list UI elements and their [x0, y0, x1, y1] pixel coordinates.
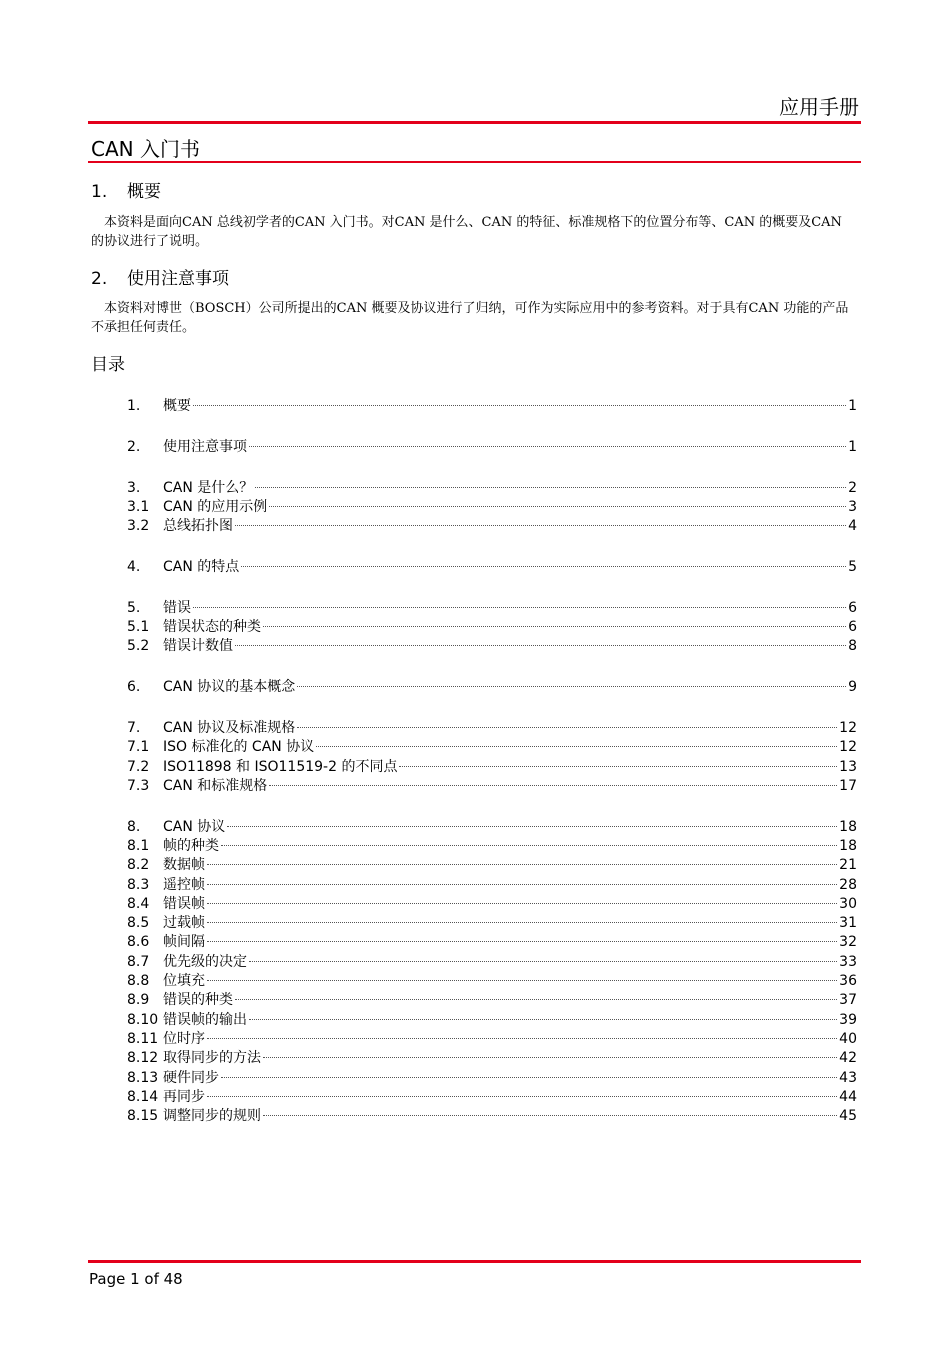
toc-dot-leader — [269, 785, 837, 786]
toc-entry-label: 概要 — [163, 398, 191, 414]
toc-dot-leader — [249, 961, 837, 962]
toc-entry-number: 3.2 — [127, 518, 150, 535]
toc-entry-page: 9 — [848, 679, 857, 696]
section-heading-1 — [91, 177, 161, 202]
header-rule — [88, 121, 861, 124]
toc-dot-leader — [221, 845, 837, 846]
toc-entry-page: 8 — [848, 638, 857, 655]
toc-entry[interactable] — [127, 1011, 857, 1030]
toc-entry[interactable] — [127, 953, 857, 972]
toc-entry-number: 5. — [127, 599, 141, 616]
toc-entry-label: CAN 协议及标准规格 — [163, 719, 296, 736]
toc-dot-leader — [269, 506, 846, 507]
toc-entry-page: 4 — [848, 518, 857, 535]
section-title: 使用注意事项 — [127, 269, 229, 289]
toc-entry-number: 5.1 — [127, 619, 150, 636]
toc-dot-leader — [207, 922, 837, 923]
toc-entry-number: 2. — [127, 438, 141, 455]
toc-entry-page: 42 — [839, 1050, 857, 1067]
toc-dot-leader — [207, 941, 837, 942]
section-number: 1. — [91, 182, 108, 202]
toc-group-gap — [127, 457, 857, 479]
toc-entry-number: 8.8 — [127, 973, 150, 990]
toc-entry-number: 7.1 — [127, 739, 150, 756]
toc-entry-number: 7.2 — [127, 758, 150, 775]
toc-dot-leader — [399, 766, 837, 767]
toc-entry[interactable] — [127, 933, 857, 952]
toc-entry-page: 18 — [839, 818, 857, 835]
toc-entry-number: 8.14 — [127, 1088, 159, 1105]
table-of-contents — [127, 397, 857, 1126]
toc-entry-label: 位填充 — [163, 973, 205, 990]
toc-entry-page: 40 — [839, 1030, 857, 1047]
title-rule — [88, 161, 861, 163]
toc-entry-number: 8.3 — [127, 876, 150, 893]
toc-entry[interactable] — [127, 1030, 857, 1049]
toc-entry-label: 总线拓扑图 — [163, 518, 233, 535]
toc-entry-label: 过载帧 — [163, 915, 205, 932]
toc-entry-number: 1. — [127, 398, 141, 414]
toc-group-gap — [127, 416, 857, 438]
toc-entry-label: 错误帧的输出 — [163, 1011, 247, 1028]
toc-entry[interactable] — [127, 876, 857, 895]
toc-entry-label: 取得同步的方法 — [163, 1050, 261, 1067]
toc-dot-leader — [207, 1038, 837, 1039]
toc-entry-number: 8.1 — [127, 837, 150, 854]
toc-dot-leader — [241, 566, 846, 567]
toc-group-gap — [127, 657, 857, 679]
toc-entry-label: 帧间隔 — [163, 934, 205, 951]
toc-entry-number: 8.10 — [127, 1011, 159, 1028]
toc-entry[interactable] — [127, 558, 857, 577]
toc-entry-number: 8.9 — [127, 992, 150, 1009]
toc-dot-leader — [297, 686, 846, 687]
toc-entry-label: 硬件同步 — [163, 1069, 219, 1086]
toc-entry-number: 8. — [127, 818, 141, 835]
toc-entry-page: 13 — [839, 758, 857, 775]
toc-entry-number: 5.2 — [127, 638, 150, 655]
toc-dot-leader — [249, 446, 846, 447]
toc-entry[interactable] — [127, 895, 857, 914]
toc-group-gap — [127, 577, 857, 599]
toc-entry-number: 8.15 — [127, 1108, 159, 1125]
toc-dot-leader — [263, 626, 846, 627]
toc-group-gap — [127, 536, 857, 558]
toc-entry-number: 7. — [127, 719, 141, 736]
toc-entry[interactable] — [127, 1088, 857, 1107]
toc-entry[interactable] — [127, 1107, 857, 1126]
toc-entry[interactable] — [127, 719, 857, 738]
toc-entry-page: 39 — [839, 1011, 857, 1028]
toc-entry-number: 8.11 — [127, 1030, 159, 1047]
footer-rule — [88, 1260, 861, 1263]
toc-entry-page: 18 — [839, 837, 857, 854]
toc-entry[interactable] — [127, 856, 857, 875]
toc-dot-leader — [235, 525, 846, 526]
toc-entry-label: 错误 — [163, 599, 191, 616]
toc-entry-label: CAN 协议的基本概念 — [163, 679, 296, 696]
toc-entry-page: 45 — [839, 1108, 857, 1125]
toc-dot-leader — [235, 999, 837, 1000]
toc-dot-leader — [207, 903, 837, 904]
toc-entry-label: CAN 的特点 — [163, 558, 240, 575]
toc-dot-leader — [227, 826, 837, 827]
toc-entry-label: CAN 协议 — [163, 818, 226, 835]
toc-entry[interactable] — [127, 678, 857, 697]
toc-entry-number: 8.2 — [127, 857, 150, 874]
toc-dot-leader — [193, 405, 846, 406]
toc-entry-page: 21 — [839, 857, 857, 874]
toc-entry-number: 8.12 — [127, 1050, 159, 1067]
toc-entry-number: 3.1 — [127, 498, 150, 515]
toc-dot-leader — [263, 1057, 837, 1058]
toc-group-gap — [127, 697, 857, 719]
toc-entry-number: 8.6 — [127, 934, 150, 951]
toc-entry-number: 8.7 — [127, 953, 150, 970]
toc-entry[interactable] — [127, 618, 857, 637]
toc-entry[interactable] — [127, 438, 857, 457]
toc-dot-leader — [316, 746, 837, 747]
toc-entry-page: 5 — [848, 558, 857, 575]
toc-entry-label: 帧的种类 — [163, 837, 219, 854]
toc-entry-label: ISO11898 和 ISO11519-2 的不同点 — [163, 758, 398, 775]
toc-entry-label: 错误的种类 — [163, 992, 233, 1009]
toc-entry[interactable] — [127, 498, 857, 517]
toc-entry[interactable] — [127, 991, 857, 1010]
toc-dot-leader — [263, 1115, 837, 1116]
toc-entry[interactable] — [127, 517, 857, 536]
toc-entry-number: 3. — [127, 479, 141, 496]
toc-entry-number: 8.5 — [127, 915, 150, 932]
toc-entry-label: 错误计数值 — [163, 638, 233, 655]
toc-entry-label: 错误帧 — [163, 895, 205, 912]
toc-dot-leader — [207, 1096, 837, 1097]
toc-heading: 目录 — [91, 355, 125, 375]
section-title: 概要 — [127, 182, 161, 202]
toc-entry-page: 36 — [839, 973, 857, 990]
toc-entry-page: 1 — [848, 438, 857, 455]
toc-dot-leader — [207, 980, 837, 981]
toc-entry-label: CAN 的应用示例 — [163, 498, 268, 515]
toc-entry-page: 12 — [839, 719, 857, 736]
toc-entry-number: 6. — [127, 679, 141, 696]
footer-page-label: Page 1 of 48 — [89, 1270, 183, 1288]
section-paragraph-2: 本资料对博世（BOSCH）公司所提出的CAN 概要及协议进行了归纳，可作为实际应用中的参考资料。对于具有CAN 功能的产品不承担任何责任。 — [91, 301, 849, 335]
toc-entry-label: 位时序 — [163, 1030, 205, 1047]
toc-dot-leader — [207, 864, 837, 865]
toc-dot-leader — [207, 884, 837, 885]
document-title: CAN 入门书 — [91, 137, 200, 161]
toc-entry-page: 6 — [848, 599, 857, 616]
section-heading-2 — [91, 264, 229, 289]
section-number: 2. — [91, 269, 108, 289]
toc-dot-leader — [249, 1019, 837, 1020]
toc-dot-leader — [255, 487, 846, 488]
toc-entry[interactable] — [127, 914, 857, 933]
toc-entry[interactable] — [127, 777, 857, 796]
toc-entry-page: 17 — [839, 777, 857, 794]
toc-entry-page: 44 — [839, 1088, 857, 1105]
toc-entry[interactable] — [127, 758, 857, 777]
toc-dot-leader — [193, 607, 846, 608]
toc-dot-leader — [235, 645, 846, 646]
toc-entry-page: 2 — [848, 479, 857, 496]
toc-entry-page: 37 — [839, 992, 857, 1009]
toc-group-gap — [127, 796, 857, 818]
toc-entry-number: 7.3 — [127, 777, 150, 794]
toc-dot-leader — [297, 727, 837, 728]
toc-entry[interactable] — [127, 837, 857, 856]
toc-entry-label: 再同步 — [163, 1088, 205, 1105]
toc-entry-label: CAN 和标准规格 — [163, 777, 268, 794]
toc-entry-label: CAN 是什么？ — [163, 479, 254, 496]
toc-entry-label: 遥控帧 — [163, 876, 205, 893]
header-title: 应用手册 — [779, 95, 859, 119]
toc-entry[interactable] — [127, 479, 857, 498]
toc-entry[interactable] — [127, 1069, 857, 1088]
toc-entry[interactable] — [127, 972, 857, 991]
toc-entry-label: 使用注意事项 — [163, 438, 247, 455]
toc-entry-number: 4. — [127, 558, 141, 575]
toc-entry[interactable] — [127, 818, 857, 837]
toc-entry-label: ISO 标准化的 CAN 协议 — [163, 739, 315, 756]
toc-entry-page: 31 — [839, 915, 857, 932]
toc-entry[interactable] — [127, 397, 857, 416]
toc-entry-page: 30 — [839, 895, 857, 912]
section-paragraph-1: 本资料是面向CAN 总线初学者的CAN 入门书。对CAN 是什么、CAN 的特征、标准规格下的位置分布等、CAN 的概要及CAN 的协议进行了说明。 — [91, 215, 842, 249]
toc-entry-page: 1 — [848, 398, 857, 414]
toc-entry-page: 32 — [839, 934, 857, 951]
toc-entry[interactable] — [127, 637, 857, 656]
toc-dot-leader — [221, 1077, 837, 1078]
toc-entry[interactable] — [127, 738, 857, 757]
toc-entry-page: 28 — [839, 876, 857, 893]
toc-entry-number: 8.13 — [127, 1069, 159, 1086]
toc-entry-label: 错误状态的种类 — [163, 619, 261, 636]
toc-entry-page: 43 — [839, 1069, 857, 1086]
toc-entry-label: 优先级的决定 — [163, 953, 247, 970]
toc-entry-page: 3 — [848, 498, 857, 515]
toc-entry-label: 数据帧 — [163, 857, 205, 874]
toc-entry-label: 调整同步的规则 — [163, 1108, 261, 1125]
toc-entry-page: 12 — [839, 739, 857, 756]
toc-entry[interactable] — [127, 599, 857, 618]
toc-entry-page: 6 — [848, 619, 857, 636]
toc-entry-page: 33 — [839, 953, 857, 970]
toc-entry-number: 8.4 — [127, 895, 150, 912]
toc-entry[interactable] — [127, 1049, 857, 1068]
